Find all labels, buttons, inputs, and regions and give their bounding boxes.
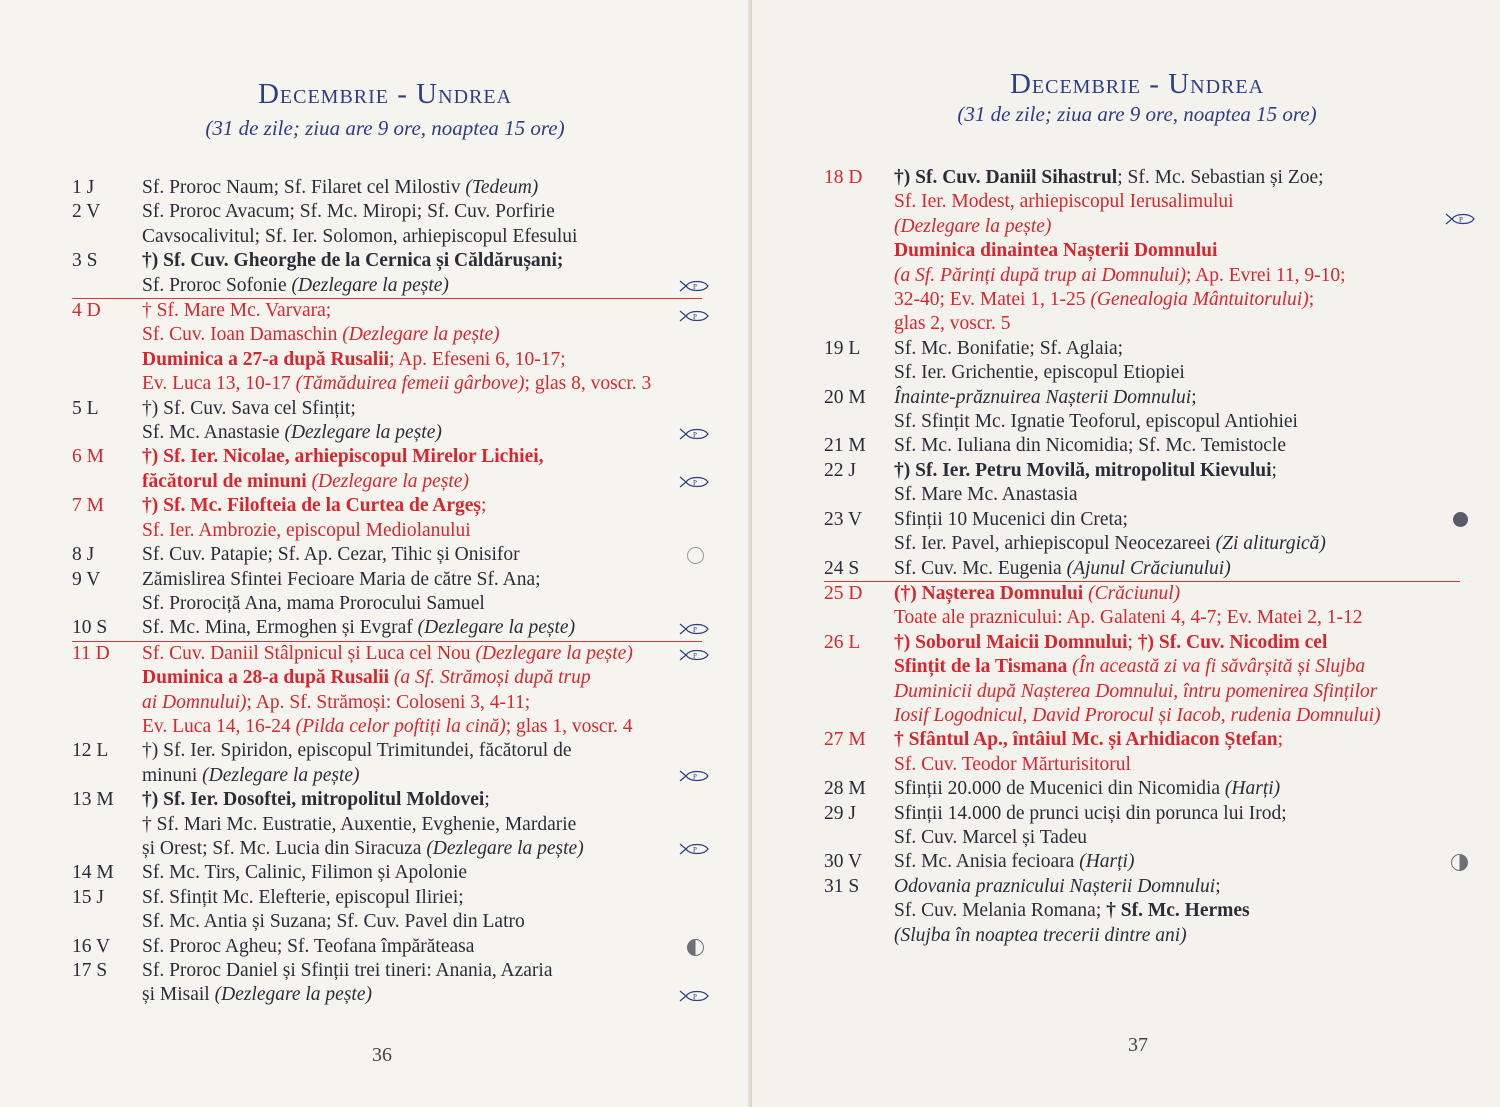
fish-icon — [678, 475, 710, 489]
calendar-entry: 19 L Sf. Mc. Bonifatie; Sf. Aglaia; Sf. Ier. Grichentie, episcopul Etiopiei — [824, 337, 1185, 384]
page-title: Decembrie - Undrea — [1009, 68, 1265, 100]
svg-text:P: P — [1459, 216, 1463, 224]
day-label: 17 S — [72, 960, 108, 981]
fish-icon — [678, 989, 710, 1003]
day-label: 19 L — [824, 337, 861, 359]
calendar-list-right — [824, 166, 1463, 948]
last-quarter-moon-icon — [687, 939, 704, 956]
day-label: 22 J — [824, 459, 856, 481]
svg-text:P: P — [693, 283, 697, 292]
day-label: 3 S — [72, 250, 98, 272]
calendar-entry: 14 M Sf. Mc. Tirs, Calinic, Filimon și Apolonie — [72, 861, 702, 885]
calendar-entry: 28 M Sfinții 20.000 de Mucenici din Nicomidia (Harți) — [824, 777, 1460, 801]
day-label: 12 L — [72, 740, 109, 762]
page-subtitle: (31 de zile; ziua are 9 ore, noaptea 15 ore) — [957, 102, 1317, 126]
day-label: 21 M — [824, 435, 866, 457]
calendar-entry-feast: 25 D (†) Nașterea Domnului (Crăciunul) Toate ale praznicului: Ap. Galateni 4, 4-7; Ev. Matei 2, 1-12 — [824, 581, 1460, 631]
day-label: 29 J — [824, 802, 856, 824]
page-number: 36 — [372, 1044, 392, 1066]
day-label: 5 L — [72, 397, 99, 419]
calendar-entry: 15 J Sf. Sfințit Mc. Elefterie, episcopul Iliriei; Sf. Mc. Antia și Suzana; Sf. Cuv. Pavel din Latro — [72, 886, 525, 933]
day-label: 24 S — [824, 557, 860, 579]
page-subtitle: (31 de zile; ziua are 9 ore, noaptea 15 ore) — [205, 116, 565, 140]
calendar-entry: 17 S Sf. Proroc Daniel și Sfinții trei tineri: Anania, Azaria și Misail (Dezlegare la pește) P — [72, 959, 702, 1008]
calendar-entry: 10 S Sf. Mc. Mina, Ermoghen și Evgraf (Dezlegare la pește) P — [72, 616, 702, 640]
full-moon-icon — [687, 547, 704, 564]
calendar-entry-sunday: 4 D † Sf. Mare Mc. Varvara; Sf. Cuv. Ioan Damaschin (Dezlegare la pește) Duminica a 27-a după Rusalii; Ap. Efeseni 6, 10-17; Ev. Luca 13, 10-17 (Tămăduirea femeii gârbove); glas 8, voscr. 3 P — [72, 298, 702, 397]
calendar-entry: 21 M Sf. Mc. Iuliana din Nicomidia; Sf. Mc. Temistocle — [824, 434, 1460, 458]
svg-text:P: P — [693, 993, 697, 1001]
calendar-entry: 30 V Sf. Mc. Anisia fecioara (Harți) — [824, 850, 1460, 874]
fish-icon — [678, 842, 710, 856]
right-page — [752, 0, 1500, 1107]
page-number: 37 — [1128, 1034, 1148, 1056]
calendar-entry-feast: 27 M † Sfântul Ap., întâiul Mc. și Arhidiacon Ștefan; Sf. Cuv. Teodor Mărturisitorul — [824, 729, 1283, 775]
day-label: 18 D — [824, 167, 863, 188]
fish-icon — [678, 622, 710, 636]
day-label: 6 M — [72, 446, 104, 468]
svg-text:P: P — [693, 430, 697, 439]
day-label: 9 V — [72, 568, 101, 590]
svg-text:P: P — [693, 479, 697, 488]
calendar-entry: 22 J †) Sf. Ier. Petru Movilă, mitropolitul Kievului; Sf. Mare Mc. Anastasia — [824, 459, 1277, 506]
calendar-entry-sunday: 18 D †) Sf. Cuv. Daniil Sihastrul; Sf. Mc. Sebastian și Zoe; Sf. Ier. Modest, arhiepiscopul Ierusalimului (Dezlegare la pește) Duminica dinaintea Nașterii Domnului (a Sf. Părinți după trup ai Domnului); Ap. Evrei 11, 9-10; 32-40; Ev. Matei 1, 1-25 (Genealogia Mântuitorului); glas 2, voscr. 5 P — [824, 166, 1460, 337]
fish-icon — [678, 427, 710, 441]
calendar-entry: 20 M Înainte-prăznuirea Nașterii Domnului; Sf. Sfințit Mc. Ignatie Teoforul, episcopul Antiohiei — [824, 386, 1298, 433]
calendar-entry: 5 L †) Sf. Cuv. Sava cel Sfințit; Sf. Mc. Anastasie (Dezlegare la pește) P — [72, 397, 702, 446]
day-label: 7 M — [72, 495, 104, 517]
calendar-entry-feast: 26 L †) Soborul Maicii Domnului; †) Sf. Cuv. Nicodim cel Sfințit de la Tismana (În această zi va fi săvârșită și Slujba Duminicii după Nașterea Domnului, întru pomenirea Sfinților Iosif Logodnicul, David Prorocul și Iacob, rudenia Domnului) — [824, 631, 1381, 726]
calendar-entry-feast: 6 M †) Sf. Ier. Nicolae, arhiepiscopul Mirelor Lichiei, făcătorul de minuni (Dezlegare la pește) P — [72, 445, 702, 494]
page-title: Decembrie - Undrea — [257, 78, 513, 110]
day-label: 16 V — [72, 935, 111, 957]
calendar-entry: 9 V Zămislirea Sfintei Fecioare Maria de către Sf. Ana; Sf. Prorociță Ana, mama Prorocului Samuel — [72, 568, 541, 614]
calendar-entry-sunday: 11 D Sf. Cuv. Daniil Stâlpnicul și Luca cel Nou (Dezlegare la pește) Duminica a 28-a după Rusalii (a Sf. Strămoși după trup ai Domnului); Ap. Sf. Strămoși: Coloseni 3, 4-11; Ev. Luca 14, 16-24 (Pilda celor poftiți la cină); glas 1, voscr. 4 P — [72, 641, 702, 740]
calendar-entry: 31 S Odovania praznicului Nașterii Domnului; Sf. Cuv. Melania Romana; † Sf. Mc. Hermes (Slujba în noaptea trecerii dintre ani) — [824, 875, 1250, 946]
svg-text:P: P — [693, 626, 697, 635]
calendar-entry: 3 S †) Sf. Cuv. Gheorghe de la Cernica și Căldărușani; Sf. Proroc Sofonie (Dezlegare la pește) P — [72, 249, 702, 298]
day-label: 13 M — [72, 789, 114, 811]
calendar-entry: 29 J Sfinții 14.000 de prunci uciși din porunca lui Irod; Sf. Cuv. Marcel și Tadeu — [824, 802, 1287, 848]
calendar-entry: 2 V Sf. Proroc Avacum; Sf. Mc. Miropi; Sf. Cuv. Porfirie Cavsocalivitul; Sf. Ier. Solomon, arhiepiscopul Efesului — [72, 201, 578, 247]
new-moon-icon — [1453, 512, 1468, 527]
day-label: 27 M — [824, 729, 866, 751]
calendar-entry-feast: 7 M †) Sf. Mc. Filofteia de la Curtea de Argeș; Sf. Ier. Ambrozie, episcopul Mediolanului — [72, 495, 487, 541]
svg-text:P: P — [693, 313, 697, 322]
day-label: 28 M — [824, 778, 866, 800]
svg-text:P: P — [693, 651, 697, 660]
day-label: 11 D — [72, 642, 110, 664]
day-label: 26 L — [824, 631, 861, 653]
first-quarter-moon-icon — [1451, 854, 1468, 871]
fish-icon — [678, 769, 710, 783]
calendar-entry: 24 S Sf. Cuv. Mc. Eugenia (Ajunul Crăciunului) — [824, 557, 1460, 581]
day-label: 10 S — [72, 617, 108, 639]
day-label: 1 J — [72, 177, 95, 198]
svg-text:P: P — [693, 846, 697, 855]
day-label: 25 D — [824, 582, 863, 604]
fish-icon — [678, 309, 710, 323]
svg-text:P: P — [693, 773, 697, 782]
day-label: 14 M — [72, 862, 114, 884]
calendar-entry: 23 V Sfinții 10 Mucenici din Creta; Sf. Ier. Pavel, arhiepiscopul Neocezareei (Zi aliturgică) — [824, 508, 1460, 557]
day-label: 30 V — [824, 851, 863, 873]
calendar-list-left — [72, 176, 702, 1008]
calendar-entry: 8 J Sf. Cuv. Patapie; Sf. Ap. Cezar, Tihic și Onisifor — [72, 543, 702, 567]
day-label: 31 S — [824, 875, 860, 897]
day-label: 8 J — [72, 544, 95, 566]
day-label: 20 M — [824, 386, 866, 408]
day-label: 15 J — [72, 886, 104, 908]
calendar-entry: 16 V Sf. Proroc Agheu; Sf. Teofana împărăteasa — [72, 935, 702, 959]
calendar-entry: 1 J Sf. Proroc Naum; Sf. Filaret cel Milostiv (Tedeum) — [72, 176, 702, 200]
day-label: 23 V — [824, 508, 863, 530]
day-label: 4 D — [72, 300, 101, 322]
fish-icon — [1444, 212, 1476, 226]
calendar-entry: 13 M †) Sf. Ier. Dosoftei, mitropolitul Moldovei; † Sf. Mari Mc. Eustratie, Auxentie, Evghenie, Mardarie și Orest; Sf. Mc. Lucia din Siracuza (Dezlegare la pește) P — [72, 788, 702, 861]
calendar-entry: 12 L †) Sf. Ier. Spiridon, episcopul Trimitundei, făcătorul de minuni (Dezlegare la pește) P — [72, 739, 702, 788]
fish-icon — [678, 648, 710, 662]
day-label: 2 V — [72, 201, 101, 223]
fish-icon — [678, 279, 710, 293]
